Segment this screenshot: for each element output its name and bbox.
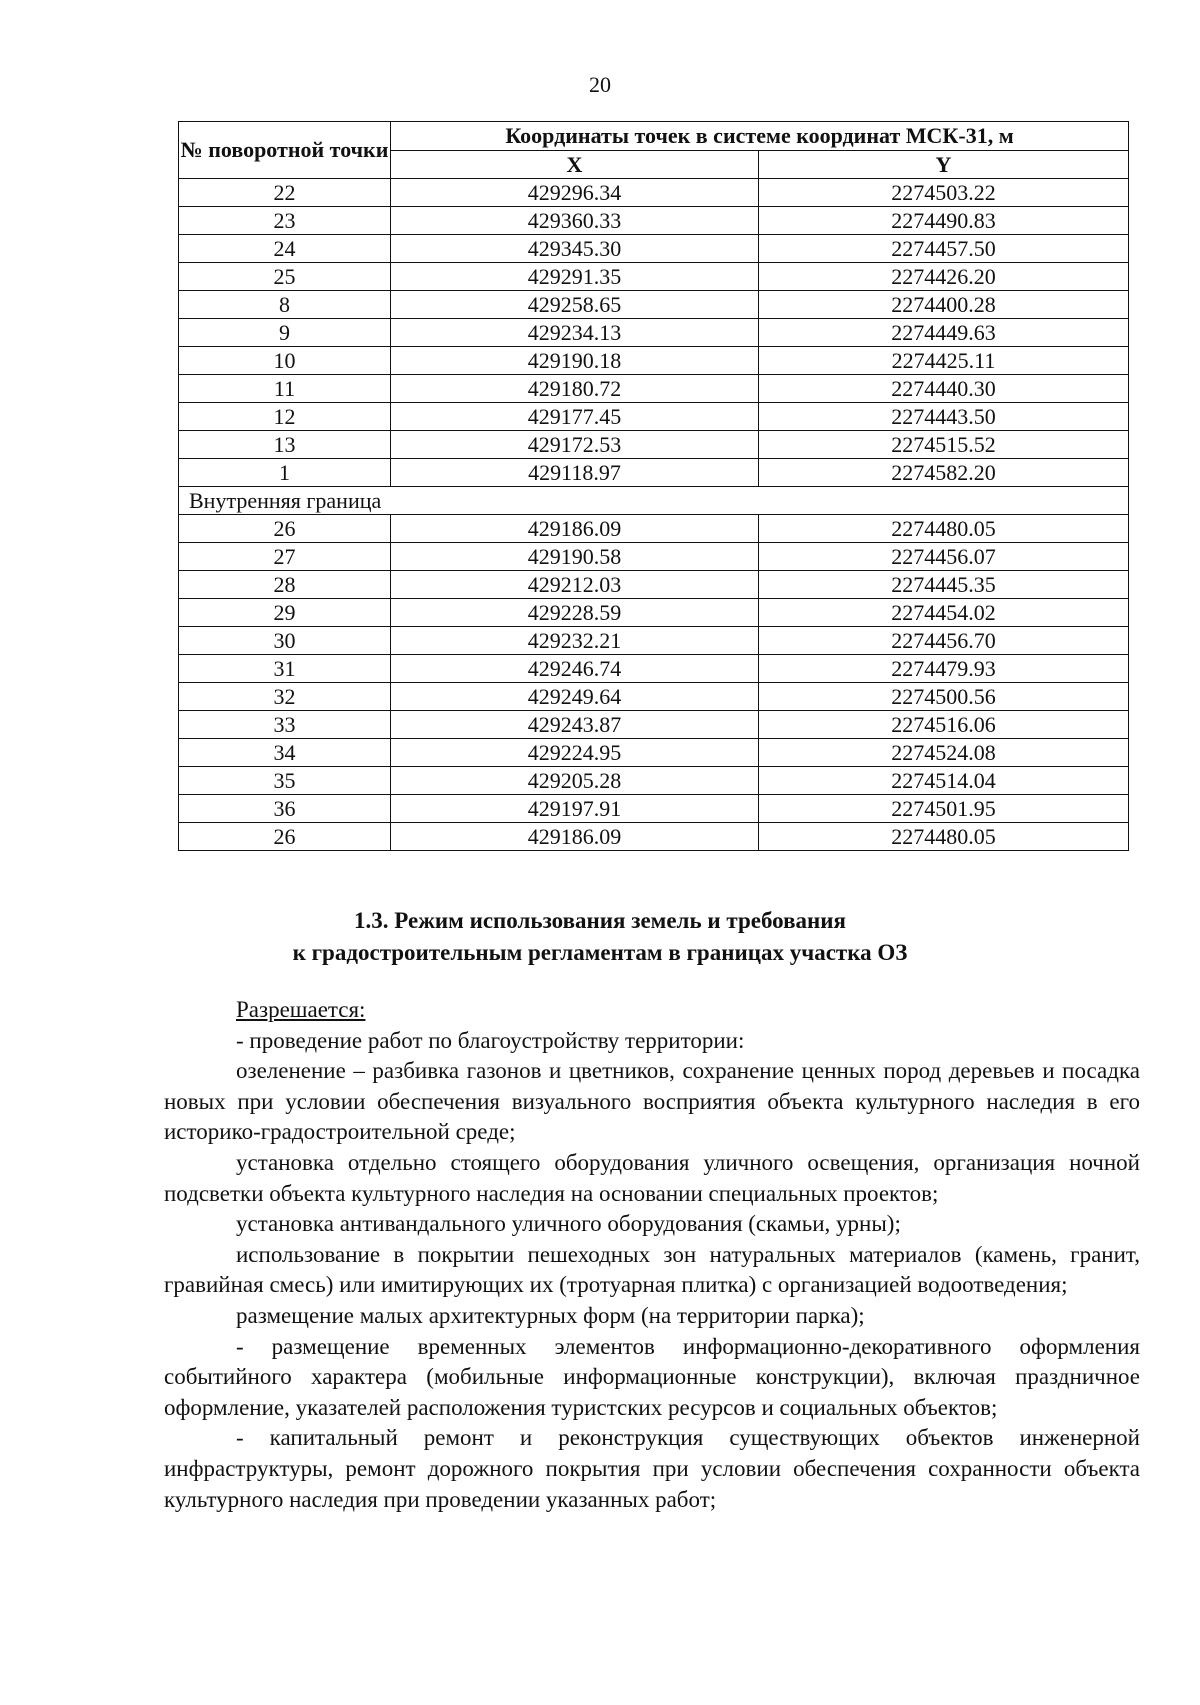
- coords-system-header: Координаты точек в системе координат МСК-31, м: [391, 122, 1129, 151]
- paragraph: использование в покрытии пешеходных зон натуральных материалов (камень, гранит, гравийная смесь) или имитирующих их (тротуарная плитка) с организацией водоотведения;: [164, 1241, 1140, 1298]
- table-row: [179, 459, 1129, 487]
- table-row: [179, 235, 1129, 263]
- point-number-cell: 31: [179, 655, 391, 683]
- paragraph: - капитальный ремонт и реконструкция существующих объектов инженерной инфраструктуры, ремонт дорожного покрытия при условии обеспечения сохранности объекта культурного наследия при проведении указанных работ;: [164, 1425, 1140, 1512]
- point-number-cell: 35: [179, 767, 391, 795]
- point-number-cell: 25: [179, 263, 391, 291]
- point-number-cell: 22: [179, 179, 391, 207]
- point-number-cell: 10: [179, 347, 391, 375]
- point-number-cell: 33: [179, 711, 391, 739]
- paragraph: установка антивандального уличного оборудования (скамьи, урны);: [236, 1211, 901, 1237]
- table-row: [179, 599, 1129, 627]
- y-coordinate-cell: 2274582.20: [759, 459, 1129, 487]
- point-number-cell: 13: [179, 431, 391, 459]
- y-coordinate-cell: 2274425.11: [759, 347, 1129, 375]
- page-number: 20: [589, 72, 611, 97]
- point-number-cell: 8: [179, 291, 391, 319]
- x-coordinate-cell: 429212.03: [391, 571, 759, 599]
- point-number-cell: 9: [179, 319, 391, 347]
- point-number-cell: 32: [179, 683, 391, 711]
- x-coordinate-cell: 429180.72: [391, 375, 759, 403]
- table-row: [179, 403, 1129, 431]
- x-coordinate-cell: 429243.87: [391, 711, 759, 739]
- y-coordinate-cell: 2274426.20: [759, 263, 1129, 291]
- point-number-cell: 1: [179, 459, 391, 487]
- inner-boundary-section-row: [179, 487, 1129, 515]
- y-coordinate-cell: 2274443.50: [759, 403, 1129, 431]
- x-coordinate-cell: 429197.91: [391, 795, 759, 823]
- y-coordinate-cell: 2274457.50: [759, 235, 1129, 263]
- section-heading-line-1: 1.3. Режим использования земель и требования: [354, 908, 846, 933]
- x-coordinate-cell: 429186.09: [391, 515, 759, 543]
- paragraph: озеленение – разбивка газонов и цветников, сохранение ценных пород деревьев и посадка новых при условии обеспечения визуального восприятия объекта культурного наследия в его историко-градостроительной среде;: [164, 1058, 1140, 1145]
- x-coordinate-cell: 429296.34: [391, 179, 759, 207]
- y-coordinate-cell: 2274516.06: [759, 711, 1129, 739]
- point-number-cell: 34: [179, 739, 391, 767]
- section-body: [164, 995, 1140, 1515]
- table-row: [179, 263, 1129, 291]
- x-coordinate-cell: 429172.53: [391, 431, 759, 459]
- table-row: [179, 543, 1129, 571]
- y-coordinate-cell: 2274514.04: [759, 767, 1129, 795]
- point-number-cell: 24: [179, 235, 391, 263]
- y-coordinate-cell: 2274524.08: [759, 739, 1129, 767]
- inner-boundary-label: Внутренняя граница: [179, 487, 1129, 515]
- table-row: [179, 655, 1129, 683]
- y-coordinate-cell: 2274456.70: [759, 627, 1129, 655]
- table-row: [179, 627, 1129, 655]
- x-coordinate-cell: 429228.59: [391, 599, 759, 627]
- paragraph: размещение малых архитектурных форм (на территории парка);: [236, 1302, 865, 1328]
- point-number-cell: 29: [179, 599, 391, 627]
- x-coordinate-cell: 429177.45: [391, 403, 759, 431]
- table-row: [179, 739, 1129, 767]
- y-coordinate-cell: 2274456.07: [759, 543, 1129, 571]
- table-row: [179, 431, 1129, 459]
- y-column-header: Y: [759, 151, 1129, 179]
- table-row: [179, 711, 1129, 739]
- y-coordinate-cell: 2274454.02: [759, 599, 1129, 627]
- x-coordinate-cell: 429190.58: [391, 543, 759, 571]
- table-row: [179, 767, 1129, 795]
- paragraph: - размещение временных элементов информационно-декоративного оформления событийного характера (мобильные информационные конструкции), включая праздничное оформление, указателей расположения туристских ресурсов и социальных объектов;: [164, 1333, 1140, 1420]
- table-row: [179, 375, 1129, 403]
- table-row: [179, 347, 1129, 375]
- point-number-cell: 26: [179, 515, 391, 543]
- outer-boundary-rows: [179, 179, 1129, 487]
- x-coordinate-cell: 429190.18: [391, 347, 759, 375]
- point-number-cell: 11: [179, 375, 391, 403]
- paragraph: - проведение работ по благоустройству территории:: [236, 1027, 745, 1053]
- point-number-cell: 26: [179, 823, 391, 851]
- y-coordinate-cell: 2274480.05: [759, 515, 1129, 543]
- allowed-label-text: Разрешается:: [236, 997, 366, 1022]
- y-coordinate-cell: 2274445.35: [759, 571, 1129, 599]
- point-number-cell: 30: [179, 627, 391, 655]
- y-coordinate-cell: 2274479.93: [759, 655, 1129, 683]
- y-coordinate-cell: 2274500.56: [759, 683, 1129, 711]
- x-coordinate-cell: 429205.28: [391, 767, 759, 795]
- y-coordinate-cell: 2274515.52: [759, 431, 1129, 459]
- table-row: [179, 291, 1129, 319]
- point-number-cell: 12: [179, 403, 391, 431]
- x-coordinate-cell: 429224.95: [391, 739, 759, 767]
- section-heading-line-2: к градостроительным регламентам в границах участка ОЗ: [292, 940, 908, 965]
- table-row: [179, 179, 1129, 207]
- table-row: [179, 571, 1129, 599]
- section-heading: [0, 905, 1200, 969]
- inner-boundary-rows: [179, 515, 1129, 851]
- table-row: [179, 795, 1129, 823]
- point-number-cell: 28: [179, 571, 391, 599]
- x-coordinate-cell: 429258.65: [391, 291, 759, 319]
- paragraph: установка отдельно стоящего оборудования уличного освещения, организация ночной подсветки объекта культурного наследия на основании специальных проектов;: [164, 1149, 1140, 1206]
- point-number-cell: 27: [179, 543, 391, 571]
- table-row: [179, 319, 1129, 347]
- allowed-label: [164, 995, 1140, 1026]
- y-coordinate-cell: 2274480.05: [759, 823, 1129, 851]
- table-row: [179, 683, 1129, 711]
- x-coordinate-cell: 429234.13: [391, 319, 759, 347]
- y-coordinate-cell: 2274440.30: [759, 375, 1129, 403]
- x-coordinate-cell: 429291.35: [391, 263, 759, 291]
- point-number-header: № поворотной точки: [179, 122, 391, 179]
- y-coordinate-cell: 2274503.22: [759, 179, 1129, 207]
- x-coordinate-cell: 429246.74: [391, 655, 759, 683]
- y-coordinate-cell: 2274400.28: [759, 291, 1129, 319]
- y-coordinate-cell: 2274490.83: [759, 207, 1129, 235]
- x-coordinate-cell: 429186.09: [391, 823, 759, 851]
- point-number-cell: 36: [179, 795, 391, 823]
- point-number-cell: 23: [179, 207, 391, 235]
- x-coordinate-cell: 429118.97: [391, 459, 759, 487]
- table-row: [179, 207, 1129, 235]
- y-coordinate-cell: 2274449.63: [759, 319, 1129, 347]
- x-column-header: X: [391, 151, 759, 179]
- coordinates-table: [178, 121, 1129, 851]
- table-row: [179, 515, 1129, 543]
- x-coordinate-cell: 429345.30: [391, 235, 759, 263]
- x-coordinate-cell: 429249.64: [391, 683, 759, 711]
- y-coordinate-cell: 2274501.95: [759, 795, 1129, 823]
- x-coordinate-cell: 429360.33: [391, 207, 759, 235]
- x-coordinate-cell: 429232.21: [391, 627, 759, 655]
- table-row: [179, 823, 1129, 851]
